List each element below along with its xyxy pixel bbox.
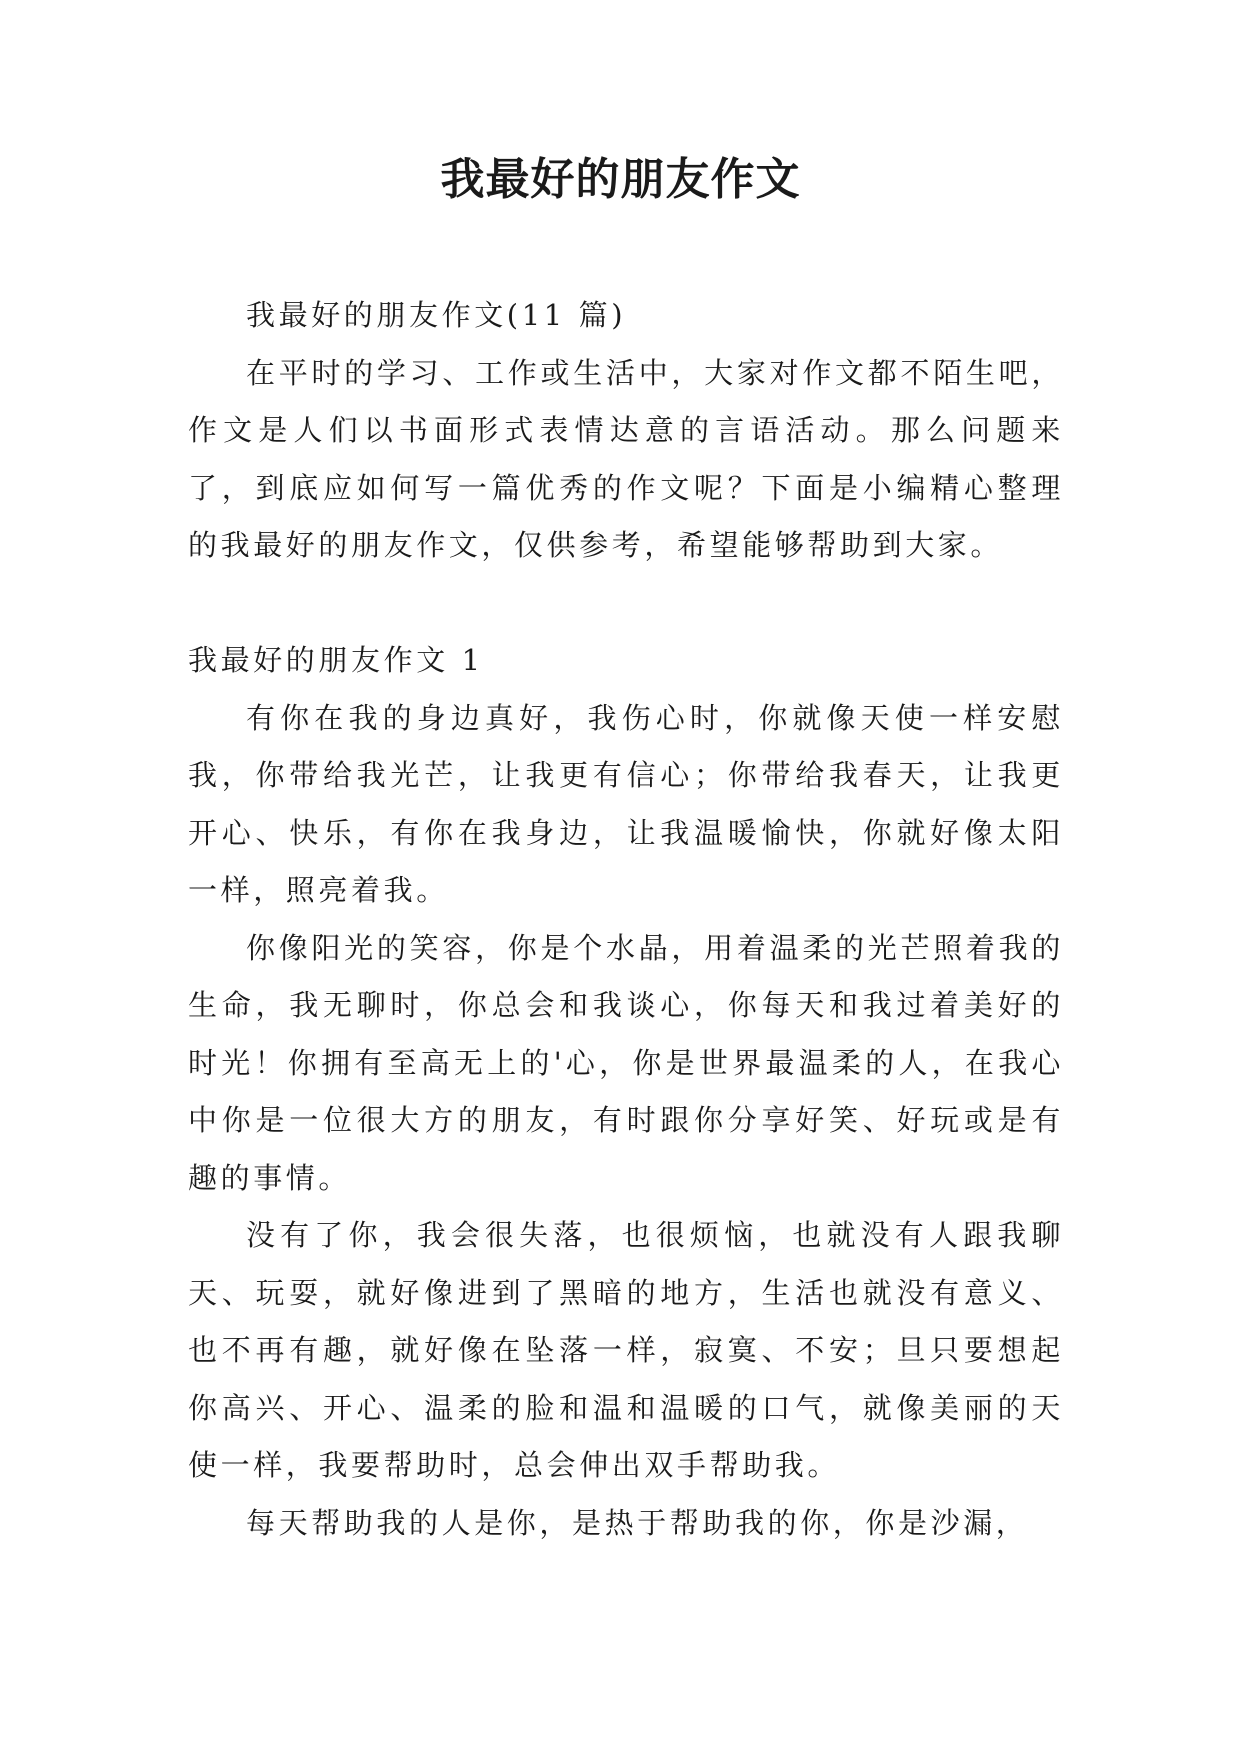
body-paragraph-3: 没有了你，我会很失落，也很烦恼，也就没有人跟我聊天、玩耍，就好像进到了黑暗的地方，生活也就没有意义、也不再有趣，就好像在坠落一样，寂寞、不安；旦只要想起你高兴、开心、温柔的脸和温和温暖的口气，就像美丽的天使一样，我要帮助时，总会伸出双手帮助我。 <box>188 1218 1064 1482</box>
document-title: 我最好的朋友作文 <box>440 154 801 205</box>
section-heading: 我最好的朋友作文 1 <box>188 643 484 677</box>
body-paragraph-4: 每天帮助我的人是你，是热于帮助我的你，你是沙漏， <box>246 1505 1029 1540</box>
intro-paragraph: 在平时的学习、工作或生活中，大家对作文都不陌生吧，作文是人们以书面形式表情达意的言语活动。那么问题来了，到底应如何写一篇优秀的作文呢？下面是小编精心整理的我最好的朋友作文，仅供参考，希望能够帮助到大家。 <box>188 355 1064 562</box>
document-subtitle: 我最好的朋友作文(11 篇) <box>246 298 627 332</box>
document-body <box>188 287 1064 1552</box>
body-paragraph-2: 你像阳光的笑容，你是个水晶，用着温柔的光芒照着我的生命，我无聊时，你总会和我谈心，你每天和我过着美好的时光！你拥有至高无上的'心，你是世界最温柔的人，在我心中你是一位很大方的朋友，有时跟你分享好笑、好玩或是有趣的事情。 <box>188 930 1064 1195</box>
body-paragraph-1: 有你在我的身边真好，我伤心时，你就像天使一样安慰我，你带给我光芒，让我更有信心；你带给我春天，让我更开心、快乐，有你在我身边，让我温暖愉快，你就好像太阳一样，照亮着我。 <box>188 700 1064 907</box>
paragraph-spacer <box>188 575 1064 633</box>
